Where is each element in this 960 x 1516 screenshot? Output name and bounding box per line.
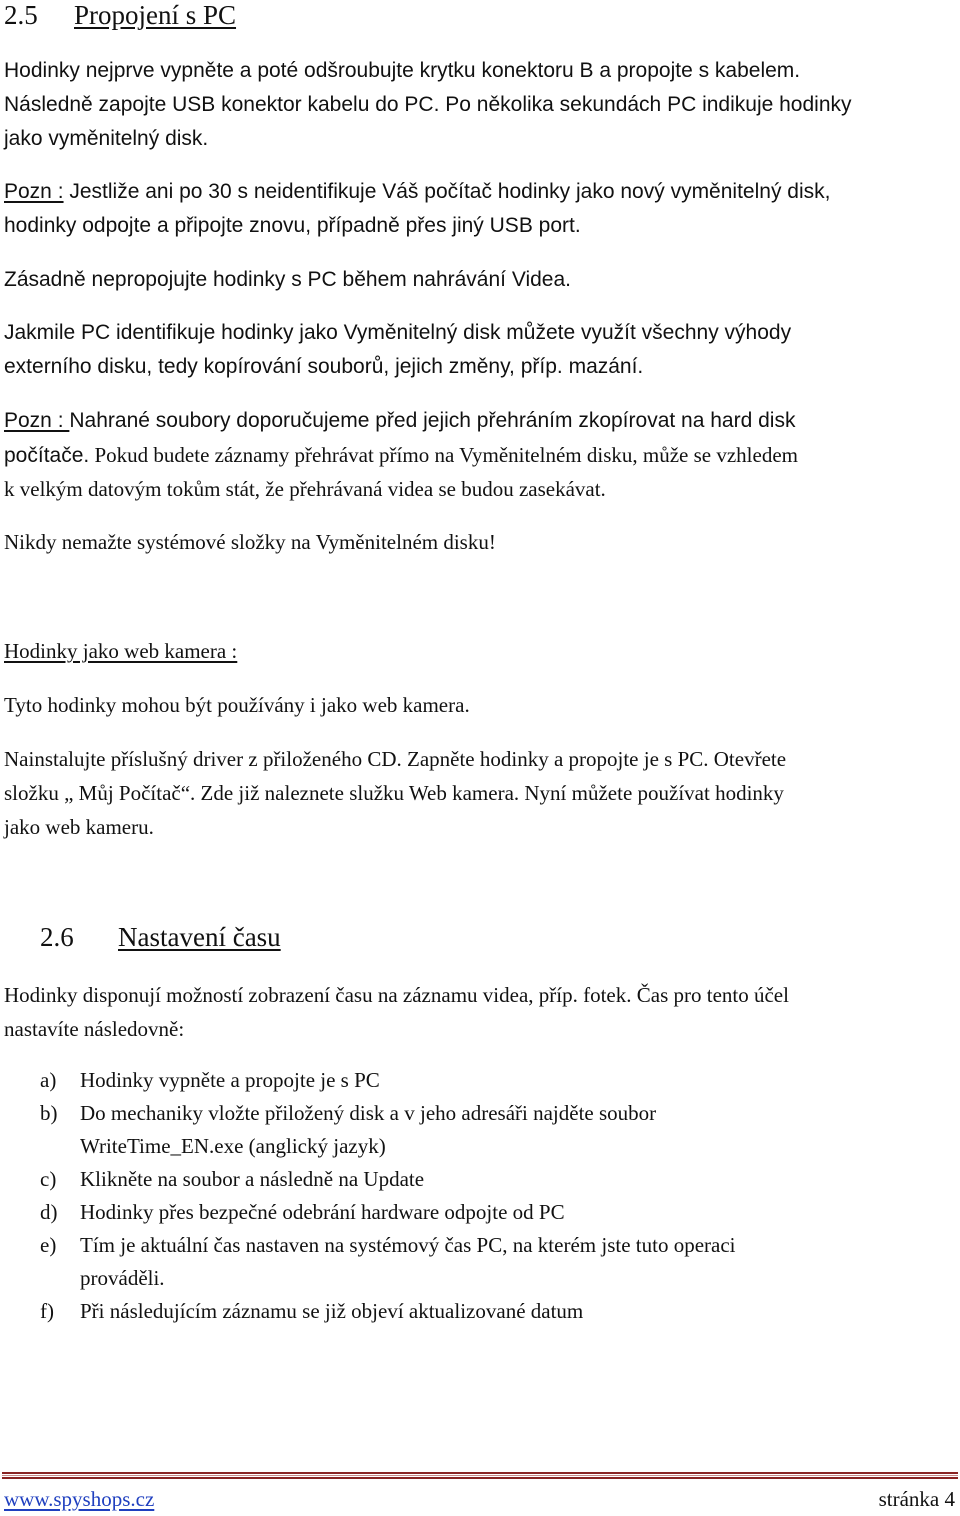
never-delete-paragraph: Nikdy nemažte systémové složky na Vyměnitelném disku! bbox=[4, 530, 496, 554]
text-line: hodinky odpojte a připojte znovu, případně přes jiný USB port. bbox=[4, 214, 581, 237]
webcam-subheading: Hodinky jako web kamera : bbox=[4, 639, 238, 663]
section-heading-2-6 bbox=[40, 922, 281, 952]
text-line: Hodinky nejprve vypněte a poté odšroubujte krytku konektoru B a propojte s kabelem. bbox=[4, 59, 801, 82]
list-item bbox=[40, 1163, 735, 1196]
text-line bbox=[4, 404, 954, 438]
list-item-text: Při následujícím záznamu se již objeví aktualizované datum bbox=[80, 1299, 584, 1323]
section-number: 2.5 bbox=[4, 0, 38, 30]
list-marker: a) bbox=[40, 1068, 57, 1092]
footer-website-link[interactable]: www.spyshops.cz bbox=[4, 1487, 155, 1511]
note-label: Pozn : bbox=[4, 409, 70, 432]
text-line: Následně zapojte USB konektor kabelu do PC. Po několika sekundách PC indikuje hodinky bbox=[4, 93, 852, 116]
text-line: Hodinky disponují možností zobrazení času na záznamu videa, příp. fotek. Čas pro tento účel bbox=[4, 983, 789, 1007]
list-item-text: WriteTime_EN.exe (anglický jazyk) bbox=[80, 1134, 386, 1158]
list-item-text: Do mechaniky vložte přiložený disk a v jeho adresáři najděte soubor bbox=[80, 1101, 657, 1125]
note-paragraph-1 bbox=[4, 175, 954, 243]
list-marker: b) bbox=[40, 1101, 58, 1125]
page-number: stránka 4 bbox=[878, 1487, 955, 1511]
time-intro-paragraph bbox=[4, 978, 954, 1046]
text-line: k velkým datovým tokům stát, že přehrávaná videa se budou zasekávat. bbox=[4, 477, 606, 501]
note-text: Pokud budete záznamy přehrávat přímo na Vyměnitelném disku, může se vzhledem bbox=[89, 443, 798, 467]
text-line: Jakmile PC identifikuje hodinky jako Vyměnitelný disk můžete využít všechny výhody bbox=[4, 321, 792, 344]
note-text: Nahrané soubory doporučujeme před jejich přehráním zkopírovat na hard disk bbox=[69, 409, 796, 432]
list-marker: d) bbox=[40, 1200, 58, 1224]
text-line: složku „ Můj Počítač“. Zde již naleznete služku Web kamera. Nyní můžete používat hodinky bbox=[4, 781, 784, 805]
list-item bbox=[40, 1295, 735, 1328]
note-text: počítače. bbox=[4, 444, 90, 467]
note-label: Pozn : bbox=[4, 180, 64, 203]
list-item bbox=[40, 1064, 735, 1097]
list-item-text: Klikněte na soubor a následně na Update bbox=[80, 1167, 425, 1191]
list-item bbox=[40, 1196, 735, 1229]
list-item-text: Tím je aktuální čas nastaven na systémový čas PC, na kterém jste tuto operaci bbox=[80, 1233, 736, 1257]
list-item bbox=[40, 1097, 735, 1163]
section-heading-2-5 bbox=[4, 0, 236, 30]
list-marker: f) bbox=[40, 1299, 54, 1323]
section-number: 2.6 bbox=[40, 922, 74, 952]
text-line: nastavíte následovně: bbox=[4, 1017, 185, 1041]
section-title: Propojení s PC bbox=[74, 0, 237, 30]
text-line: Nainstalujte příslušný driver z přiloženého CD. Zapněte hodinky a propojte je s PC. Otevřete bbox=[4, 747, 787, 771]
list-item-text: prováděli. bbox=[80, 1266, 165, 1290]
section-title: Nastavení času bbox=[118, 922, 281, 952]
list-item-text: Hodinky vypněte a propojte je s PC bbox=[80, 1068, 380, 1092]
list-item-text: Hodinky přes bezpečné odebrání hardware odpojte od PC bbox=[80, 1200, 565, 1224]
text-line bbox=[4, 175, 954, 209]
text-line: jako web kameru. bbox=[4, 815, 154, 839]
list-item bbox=[40, 1229, 735, 1295]
intro-paragraph bbox=[4, 54, 954, 156]
text-line: externího disku, tedy kopírování souborů, jejich změny, příp. mazání. bbox=[4, 355, 644, 378]
text-line: jako vyměnitelný disk. bbox=[4, 127, 209, 150]
webcam-paragraph-1: Tyto hodinky mohou být používány i jako web kamera. bbox=[4, 693, 470, 717]
footer-divider bbox=[2, 1472, 958, 1479]
time-setup-steps bbox=[40, 1064, 735, 1328]
webcam-paragraph-2 bbox=[4, 742, 954, 844]
list-marker: c) bbox=[40, 1167, 57, 1191]
note-paragraph-2 bbox=[4, 404, 954, 506]
disk-paragraph bbox=[4, 316, 954, 384]
warning-paragraph: Zásadně nepropojujte hodinky s PC během nahrávání Videa. bbox=[4, 268, 571, 291]
text-line bbox=[4, 438, 954, 472]
list-marker: e) bbox=[40, 1233, 57, 1257]
note-text: Jestliže ani po 30 s neidentifikuje Váš počítač hodinky jako nový vyměnitelný disk, bbox=[63, 180, 831, 203]
